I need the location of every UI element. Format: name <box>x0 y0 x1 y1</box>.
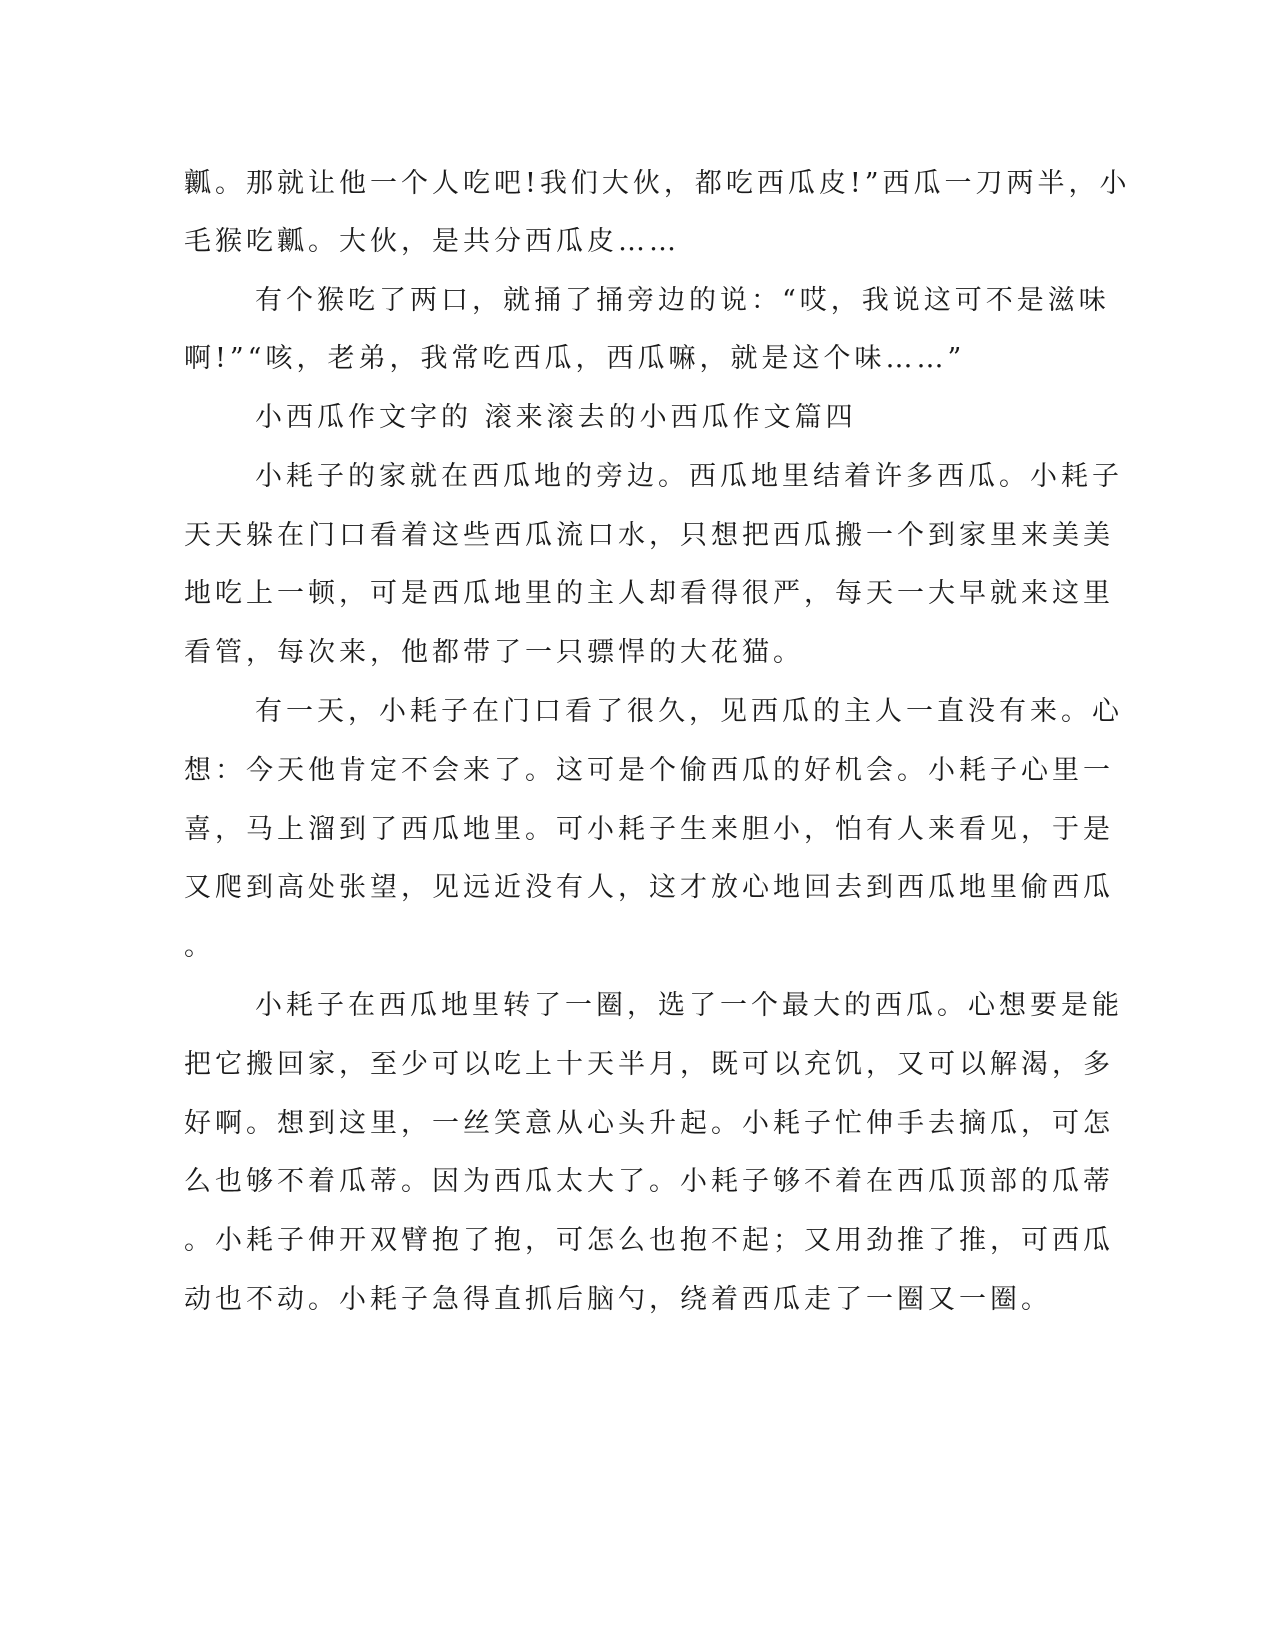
text-line: 地吃上一顿，可是西瓜地里的主人却看得很严，每天一大早就来这里 <box>184 578 1114 609</box>
text-line: 毛猴吃瓤。大伙，是共分西瓜皮…… <box>184 226 680 257</box>
text-line: 。 <box>184 931 215 962</box>
text-line: 又爬到高处张望，见远近没有人，这才放心地回去到西瓜地里偷西瓜 <box>184 872 1114 903</box>
paragraph-first-line: 小耗子的家就在西瓜地的旁边。西瓜地里结着许多西瓜。小耗子 <box>255 461 1123 492</box>
text-line: 天天躲在门口看着这些西瓜流口水，只想把西瓜搬一个到家里来美美 <box>184 520 1114 551</box>
paragraph-first-line: 有个猴吃了两口，就捅了捅旁边的说：“哎，我说这可不是滋味 <box>255 285 1110 316</box>
text-line: 想：今天他肯定不会来了。这可是个偷西瓜的好机会。小耗子心里一 <box>184 755 1114 786</box>
text-line: 看管，每次来，他都带了一只骠悍的大花猫。 <box>184 637 804 668</box>
paragraph-first-line: 有一天，小耗子在门口看了很久，见西瓜的主人一直没有来。心 <box>255 696 1123 727</box>
text-line: 么也够不着瓜蒂。因为西瓜太大了。小耗子够不着在西瓜顶部的瓜蒂 <box>184 1166 1114 1197</box>
text-line: 把它搬回家，至少可以吃上十天半月，既可以充饥，又可以解渴，多 <box>184 1049 1114 1080</box>
section-heading: 小西瓜作文字的 滚来滚去的小西瓜作文篇四 <box>255 402 857 433</box>
text-line: 。小耗子伸开双臂抱了抱，可怎么也抱不起；又用劲推了推，可西瓜 <box>184 1225 1114 1256</box>
text-line: 好啊。想到这里，一丝笑意从心头升起。小耗子忙伸手去摘瓜，可怎 <box>184 1108 1114 1139</box>
text-line: 喜，马上溜到了西瓜地里。可小耗子生来胆小，怕有人来看见，于是 <box>184 814 1114 845</box>
paragraph-first-line: 小耗子在西瓜地里转了一圈，选了一个最大的西瓜。心想要是能 <box>255 990 1123 1021</box>
text-line: 啊!”“咳，老弟，我常吃西瓜，西瓜嘛，就是这个味……” <box>184 343 966 374</box>
text-line: 动也不动。小耗子急得直抓后脑勺，绕着西瓜走了一圈又一圈。 <box>184 1284 1052 1315</box>
text-line: 瓤。那就让他一个人吃吧!我们大伙，都吃西瓜皮!”西瓜一刀两半，小 <box>184 168 1131 199</box>
